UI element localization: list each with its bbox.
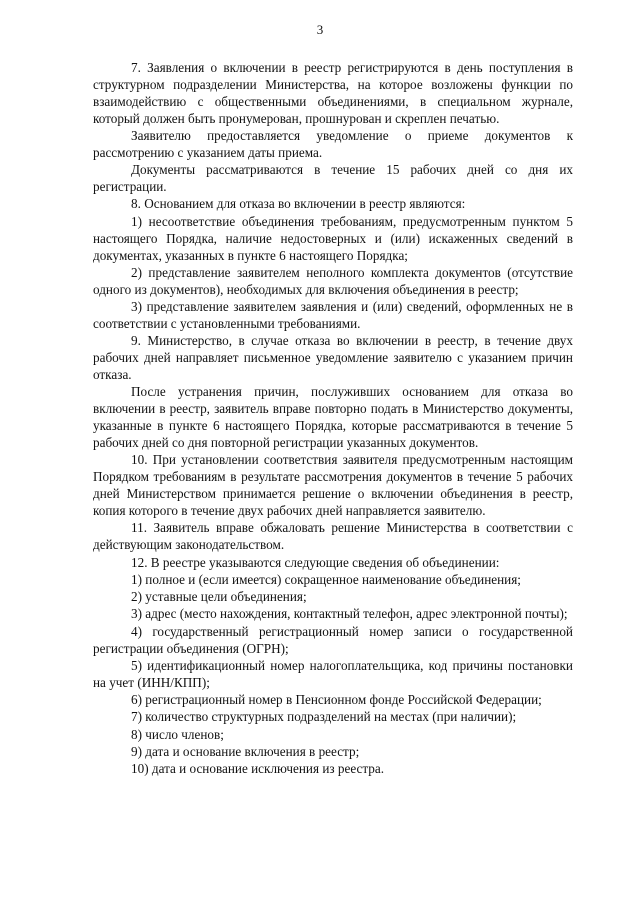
paragraph-8-refusal-grounds: 8. Основанием для отказа во включении в реестр являются: [131, 196, 466, 212]
registry-field-2: 2) уставные цели объединения; [131, 589, 307, 605]
paragraph-12-registry-fields: 12. В реестре указываются следующие сведения об объединении: [131, 554, 500, 570]
refusal-ground-1: 1) несоответствие объединения требованиям, предусмотренным пунктом 5 настоящего Порядка, наличие недостоверных и (или) искаженных сведений в документах, указанных в пункте 6 настоящего Порядка; [93, 213, 573, 263]
paragraph-11-appeal: 11. Заявитель вправе обжаловать решение Министерства в соответствии с действующим законодательством. [93, 520, 573, 553]
paragraph-review-period: Документы рассматриваются в течение 15 рабочих дней со дня их регистрации. [93, 162, 573, 195]
page-number: 3 [316, 22, 324, 37]
registry-field-8: 8) число членов; [131, 726, 224, 742]
refusal-ground-2: 2) представление заявителем неполного комплекта документов (отсутствие одного из документов), необходимых для включения объединения в реестр; [93, 264, 573, 297]
registry-field-6: 6) регистрационный номер в Пенсионном фонде Российской Федерации; [131, 692, 542, 708]
registry-field-9: 9) дата и основание включения в реестр; [131, 744, 360, 760]
refusal-ground-3: 3) представление заявителем заявления и (или) сведений, оформленных не в соответствии с установленными требованиями. [93, 299, 573, 331]
paragraph-10-inclusion-decision: 10. При установлении соответствия заявителя предусмотренным настоящим Порядком требованиям в результате рассмотрения документов в течение 5 рабочих дней Министерством принимается решение о включении объединения в реестр, копия которого в течение двух рабочих дней направляется заявителю. [93, 452, 573, 519]
document-body [93, 60, 573, 779]
paragraph-9-refusal-notice: 9. Министерство, в случае отказа во включении в реестр, в течение двух рабочих дней направляет письменное уведомление заявителю с указанием причин отказа. [93, 333, 573, 383]
paragraph-resubmission: После устранения причин, послуживших основанием для отказа во включении в реестр, заявитель вправе повторно подать в Министерство документы, указанные в пункте 6 настоящего Порядка, которые рассматриваются в течение 5 рабочих дней со дня повторной регистрации указанных документов. [93, 384, 573, 451]
registry-field-4: 4) государственный регистрационный номер записи о государственной регистрации объединения (ОГРН); [93, 623, 573, 656]
registry-field-7: 7) количество структурных подразделений на местах (при наличии); [131, 709, 517, 725]
paragraph-7-registration: 7. Заявления о включении в реестр регистрируются в день поступления в структурном подразделении Министерства, на которое возложены функции по взаимодействию с общественными объединениями, в специальном журнале, который должен быть пронумерован, прошнурован и скреплен печатью. [93, 60, 573, 126]
registry-field-5: 5) идентификационный номер налогоплательщика, код причины постановки на учет (ИНН/КПП); [93, 657, 573, 690]
registry-field-3: 3) адрес (место нахождения, контактный телефон, адрес электронной почты); [131, 606, 568, 622]
registry-field-10: 10) дата и основание исключения из реестра. [131, 761, 385, 777]
paragraph-notification: Заявителю предоставляется уведомление о приеме документов к рассмотрению с указанием даты приема. [93, 128, 573, 160]
registry-field-1: 1) полное и (если имеется) сокращенное наименование объединения; [131, 571, 521, 587]
